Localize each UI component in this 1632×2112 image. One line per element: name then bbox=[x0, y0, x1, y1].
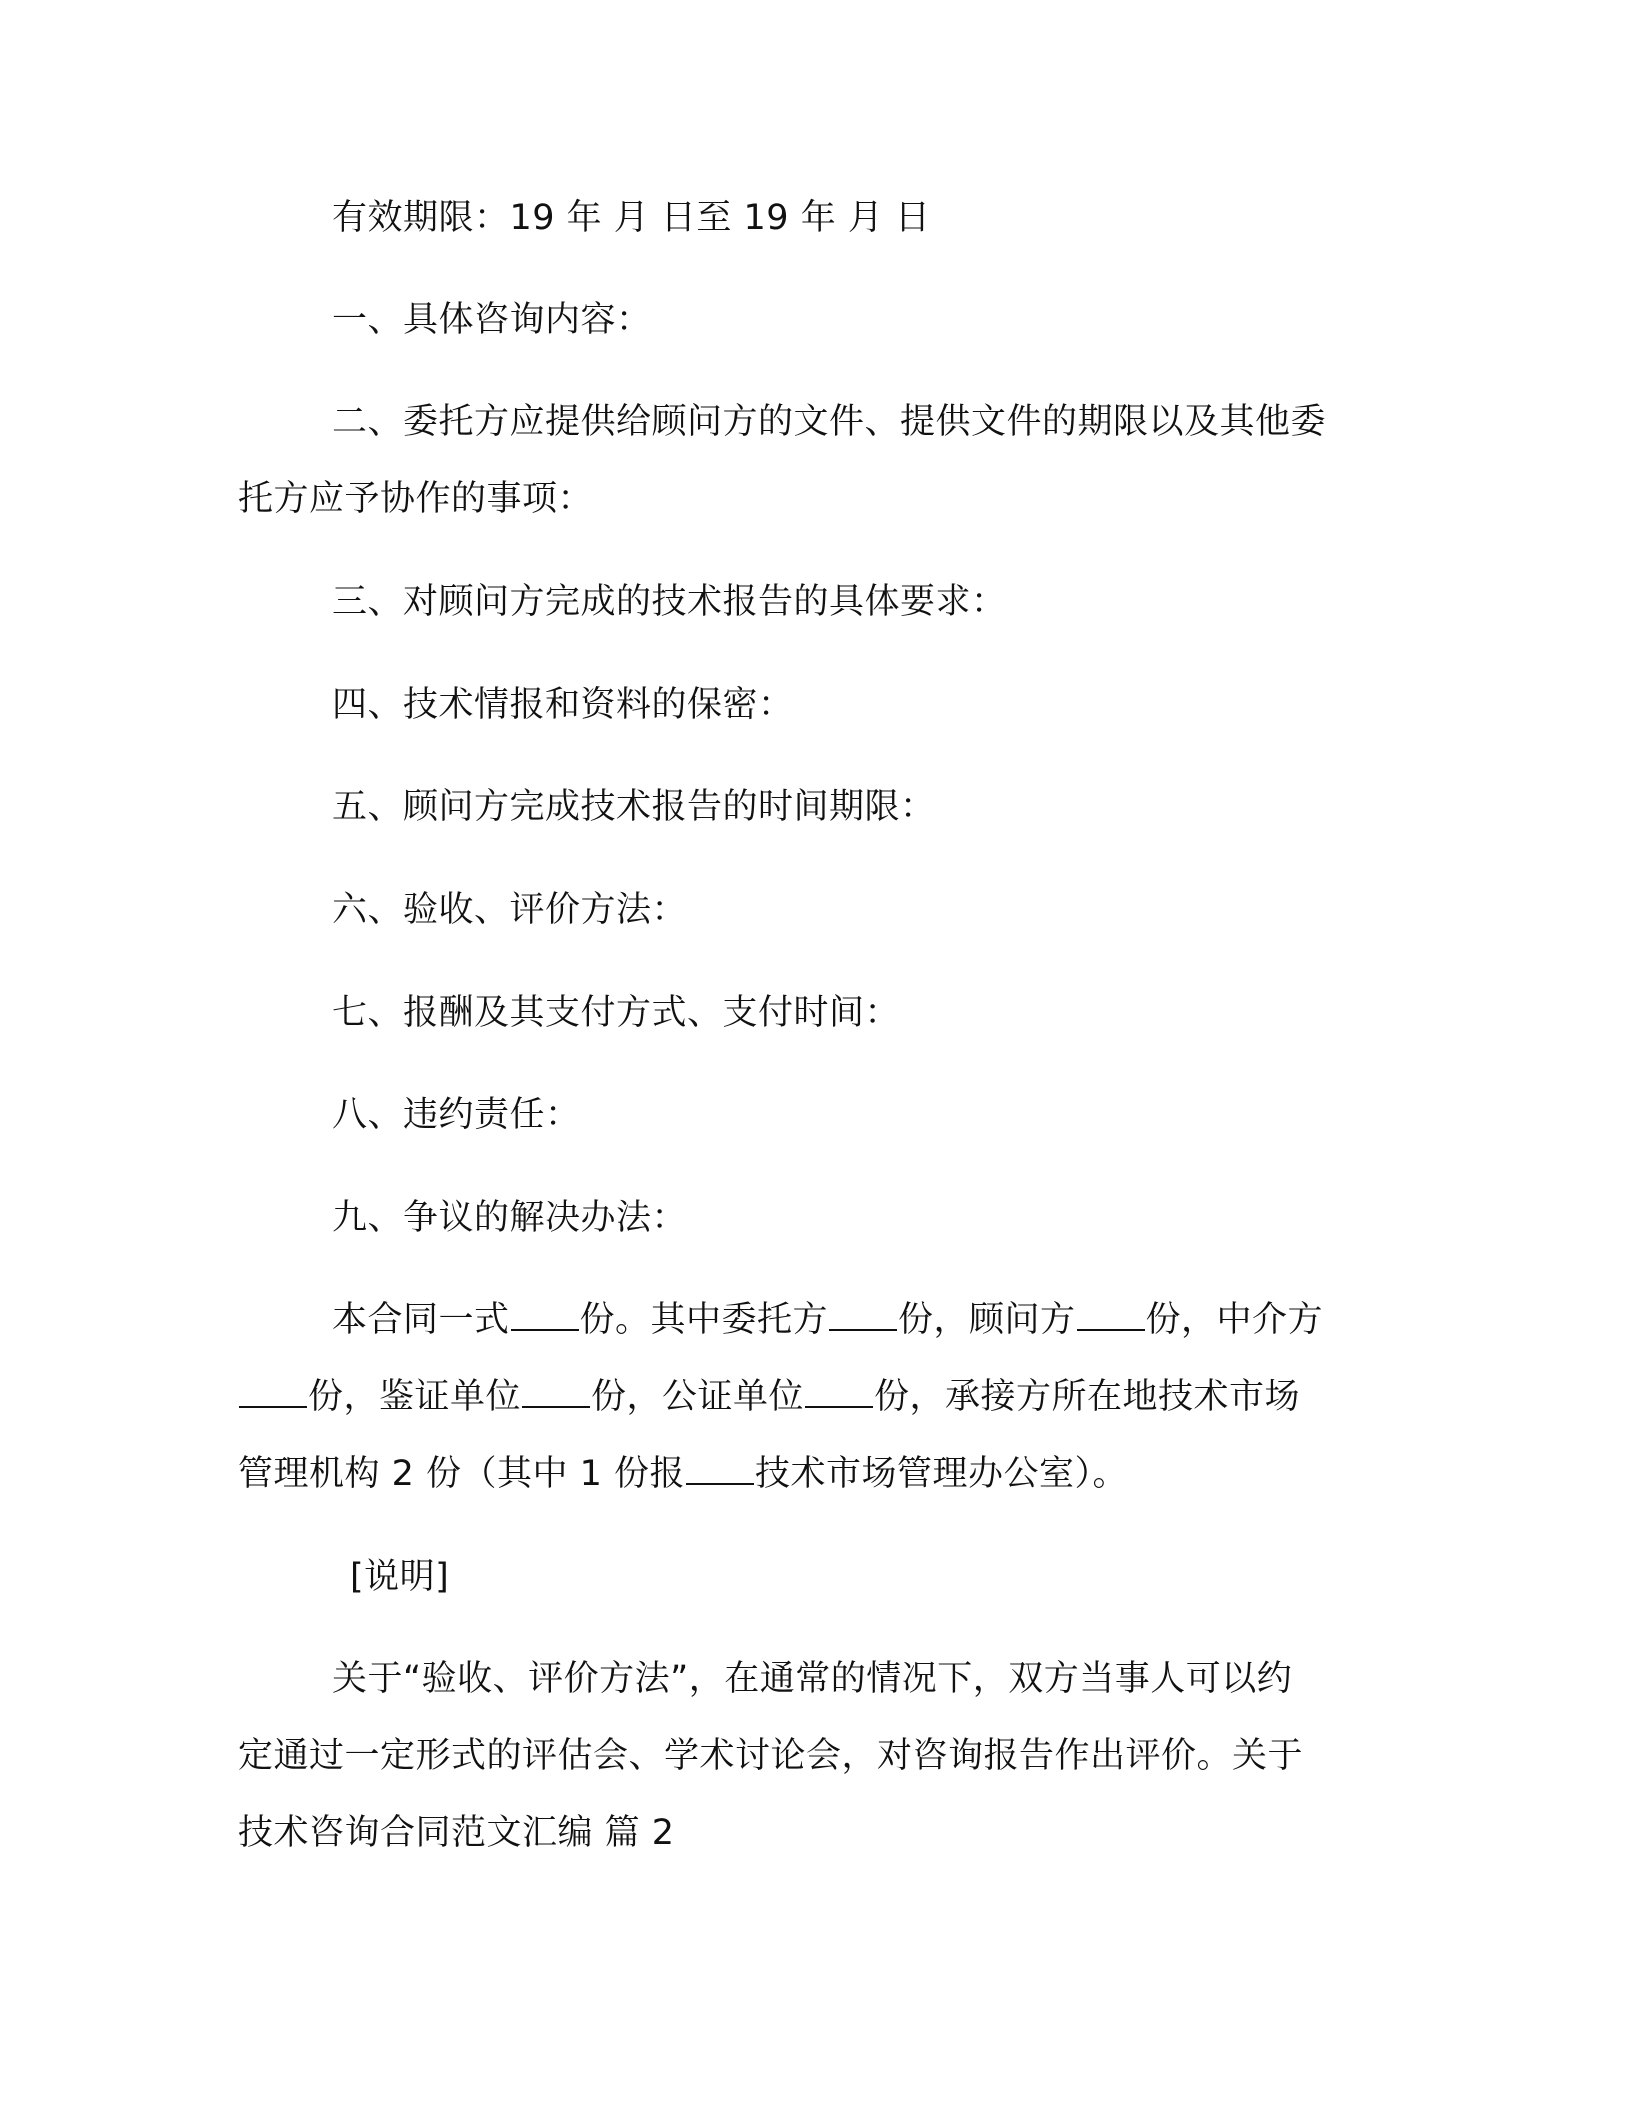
validity-period: 有效期限：19 年 月 日至 19 年 月 日 bbox=[332, 198, 931, 238]
blank-field[interactable] bbox=[829, 1299, 897, 1331]
copies-text: 管理机构 2 份（其中 1 份报 bbox=[238, 1454, 686, 1494]
note-line-1: 关于“验收、评价方法”，在通常的情况下，双方当事人可以约 bbox=[332, 1659, 1293, 1699]
blank-field[interactable] bbox=[239, 1376, 307, 1408]
clause-9: 九、争议的解决办法： bbox=[332, 1198, 688, 1238]
copies-text: 本合同一式 bbox=[332, 1300, 510, 1340]
clause-1: 一、具体咨询内容： bbox=[332, 300, 652, 340]
clause-4: 四、技术情报和资料的保密： bbox=[332, 685, 794, 725]
clause-2-line-1: 二、委托方应提供给顾问方的文件、提供文件的期限以及其他委 bbox=[332, 402, 1327, 442]
clause-2-line-2: 托方应予协作的事项： bbox=[238, 479, 594, 519]
copies-text: 份，鉴证单位 bbox=[308, 1377, 522, 1417]
copies-text: 份，中介方 bbox=[1145, 1300, 1324, 1340]
clause-5: 五、顾问方完成技术报告的时间期限： bbox=[332, 787, 936, 827]
copies-text: 份，承接方所在地技术市场 bbox=[874, 1377, 1301, 1417]
blank-field[interactable] bbox=[805, 1376, 873, 1408]
copies-text: 份，顾问方 bbox=[898, 1300, 1076, 1340]
copies-line-2 bbox=[238, 1375, 1300, 1419]
clause-7: 七、报酬及其支付方式、支付时间： bbox=[332, 993, 901, 1033]
copies-line-1 bbox=[332, 1298, 1323, 1342]
clause-6: 六、验收、评价方法： bbox=[332, 890, 688, 930]
copies-text: 份，公证单位 bbox=[591, 1377, 805, 1417]
copies-text: 技术市场管理办公室）。 bbox=[755, 1454, 1129, 1494]
blank-field[interactable] bbox=[686, 1453, 754, 1485]
blank-field[interactable] bbox=[522, 1376, 590, 1408]
blank-field[interactable] bbox=[1077, 1299, 1145, 1331]
copies-text: 份。其中委托方 bbox=[579, 1300, 829, 1340]
clause-8: 八、违约责任： bbox=[332, 1095, 581, 1135]
note-line-3: 技术咨询合同范文汇编 篇 2 bbox=[238, 1813, 675, 1853]
clause-3: 三、对顾问方完成的技术报告的具体要求： bbox=[332, 582, 1007, 622]
blank-field[interactable] bbox=[511, 1299, 579, 1331]
copies-line-3 bbox=[238, 1452, 1128, 1496]
note-line-2: 定通过一定形式的评估会、学术讨论会，对咨询报告作出评价。关于 bbox=[238, 1736, 1304, 1776]
note-heading: [说明] bbox=[350, 1557, 450, 1597]
